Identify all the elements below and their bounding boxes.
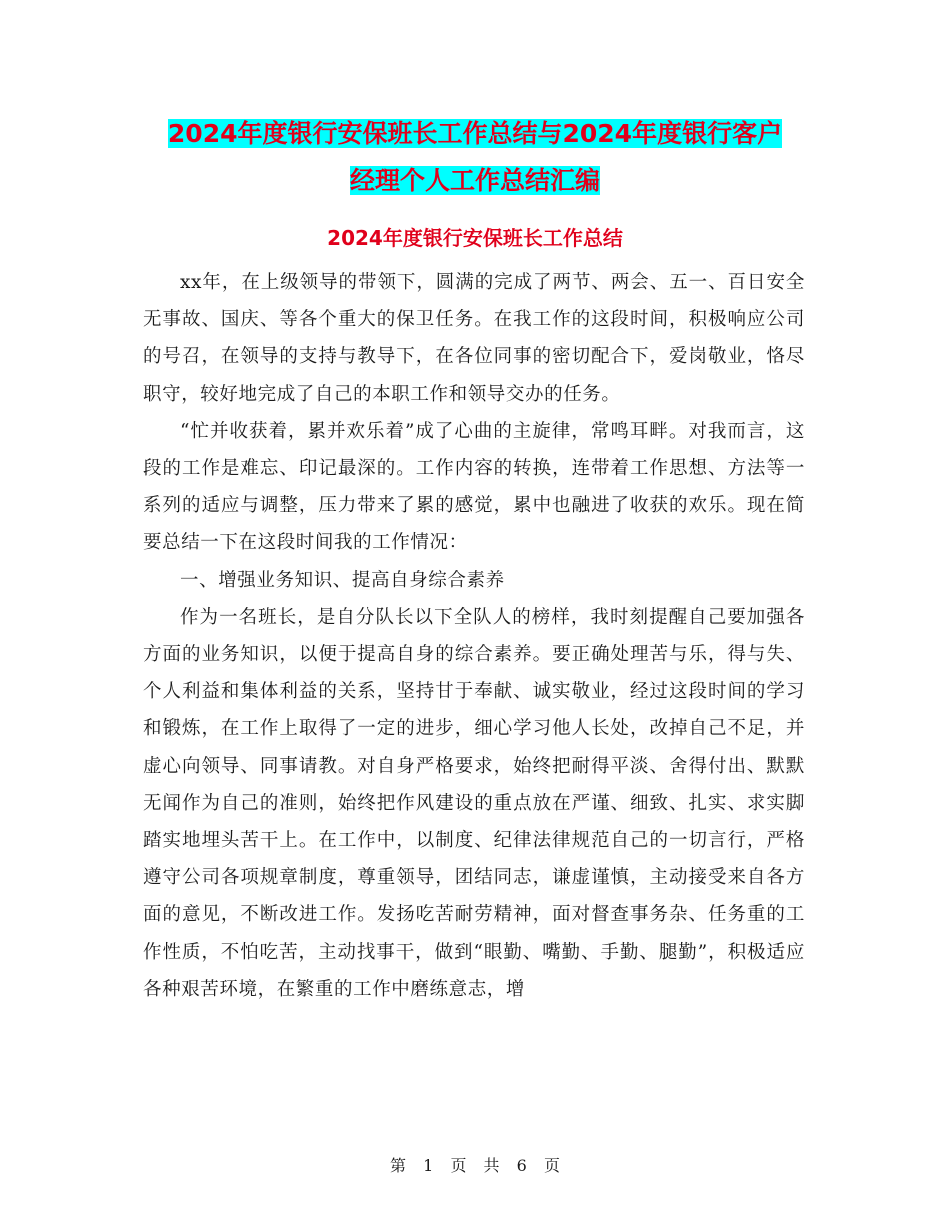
section-title: 2024年度银行安保班长工作总结 xyxy=(327,226,623,250)
footer-page-prefix: 第 xyxy=(390,1156,407,1175)
footer-page-number: 1 xyxy=(423,1156,434,1175)
title-line-1: 2024年度银行安保班长工作总结与2024年度银行客户 xyxy=(167,119,783,148)
document-body xyxy=(143,264,805,1008)
document-title xyxy=(140,110,810,204)
page-footer xyxy=(0,1153,950,1176)
section-heading: 一、增强业务知识、提高自身综合素养 xyxy=(180,569,505,591)
paragraph: 作为一名班长，是自分队长以下全队人的榜样，我时刻提醒自己要加强各方面的业务知识，以便于提高自身的综合素养。要正确处理苦与乐，得与失、个人利益和集体利益的关系，坚持甘于奉献、诚实敬业，经过这段时间的学习和锻炼，在工作上取得了一定的进步，细心学习他人长处，改掉自己不足，并虚心向领导、同事请教。对自身严格要求，始终把耐得平淡、舍得付出、默默无闻作为自己的准则，始终把作风建设的重点放在严谨、细致、扎实、求实脚踏实地埋头苦干上。在工作中，以制度、纪律法律规范自己的一切言行，严格遵守公司各项规章制度，尊重领导，团结同志，谦虚谨慎，主动接受来自各方面的意见，不断改进工作。发扬吃苦耐劳精神，面对督查事务杂、任务重的工作性质，不怕吃苦，主动找事干，做到“眼勤、嘴勤、手勤、腿勤”，积极适应各种艰苦环境，在繁重的工作中磨练意志，增 xyxy=(143,606,805,1000)
title-line-2: 经理个人工作总结汇编 xyxy=(349,166,600,195)
paragraph: “忙并收获着，累并欢乐着”成了心曲的主旋律，常鸣耳畔。对我而言，这段的工作是难忘、印记最深的。工作内容的转换，连带着工作思想、方法等一系列的适应与调整，压力带来了累的感觉，累中也融进了收获的欢乐。现在简要总结一下在这段时间我的工作情况： xyxy=(143,420,805,554)
footer-page-mid: 页 xyxy=(450,1156,467,1175)
footer-total-pages: 6 xyxy=(516,1156,527,1175)
footer-page-suffix: 页 xyxy=(543,1156,560,1175)
footer-total-prefix: 共 xyxy=(483,1156,500,1175)
paragraph: xx年，在上级领导的带领下，圆满的完成了两节、两会、五一、百日安全无事故、国庆、等各个重大的保卫任务。在我工作的这段时间，积极响应公司的号召，在领导的支持与教导下，在各位同事的密切配合下，爱岗敬业，恪尽职守，较好地完成了自己的本职工作和领导交办的任务。 xyxy=(143,272,805,405)
